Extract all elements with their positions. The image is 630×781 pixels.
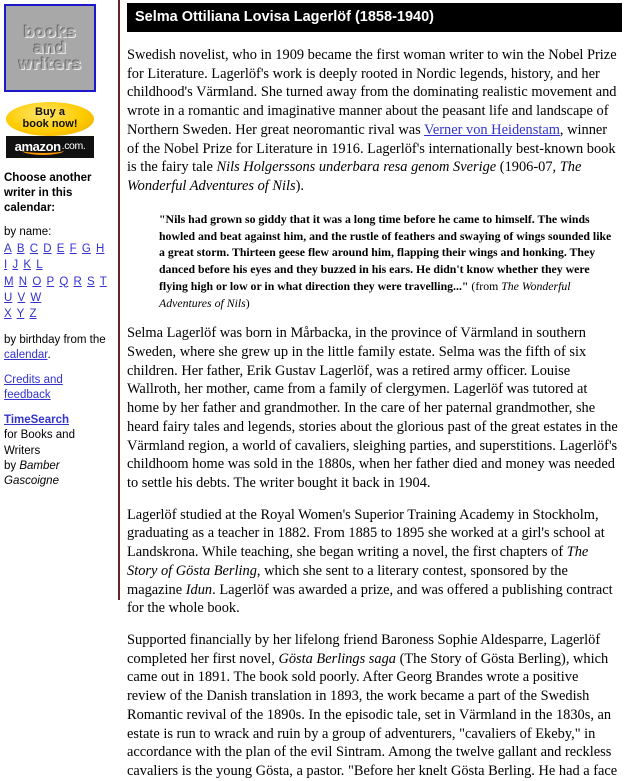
by-birthday-label: by birthday from the [4, 333, 106, 346]
logo-line-1: books [23, 22, 77, 41]
paragraph-4-text-part-2: (The Story of Gösta Berling), which came out in 1891. The book sold poorly. After Georg Brandes wrote a positive review of the Danish translation in 1893, the work became a part of the Swedish Romantic revival of the 1890s. In the episodic tale, set in Värmland in the 1830s, an estate is run to wrack and ruin by a group of adventurers, "cavaliers of Ekeby," in accordance with the plan of the evil Sintram. Among the twelve gallant and reckless cavaliers is the young Gösta, a pastor. "Before her knelt Gösta Berling. He had a face [127, 650, 618, 780]
paragraph-1-text-part-4: ). [295, 178, 304, 195]
logo-line-3: writers [18, 55, 82, 74]
letter-link-b[interactable]: B [16, 242, 25, 255]
letter-link-z[interactable]: Z [29, 308, 37, 321]
letter-link-j[interactable]: J [12, 259, 19, 272]
timesearch-link[interactable]: TimeSearch [4, 414, 69, 427]
alphabet-index [4, 241, 112, 323]
letter-link-f[interactable]: F [69, 242, 77, 255]
quote-source-suffix: ) [245, 295, 250, 310]
letter-link-g[interactable]: G [81, 242, 91, 255]
letter-link-v[interactable]: V [17, 291, 26, 304]
letter-link-y[interactable]: Y [16, 308, 25, 321]
letter-link-e[interactable]: E [56, 242, 65, 255]
logo-line-2: and [33, 38, 67, 57]
quote-text: "Nils had grown so giddy that it was a long time before he came to himself. The winds howled and beat against him, and the rustle of feathers and swaying of wings sounded like a great storm. Thirteen geese flew around him, flapping their wings and honking. They danced before his eyes and they buzzed in his ears. He didn't know whether they were flying high or low or in what direction they were travelling..." [159, 211, 612, 293]
page-title: Selma Ottiliana Lovisa Lagerlöf (1858-1940) [127, 3, 622, 32]
magazine-title-idun: Idun [185, 581, 213, 598]
paragraph-3-text-part-1: Lagerlöf studied at the Royal Women's Superior Training Academy in Stockholm, graduating as a teacher in 1882. From 1885 to 1895 she worked at a girl's school at Landskrona. While teaching, she began writing a novel, the first chapters of [127, 506, 605, 561]
quote-source-prefix: (from [468, 278, 502, 293]
letter-link-k[interactable]: K [23, 259, 32, 272]
paragraph-3-text-part-3: . Lagerlöf was awarded a prize, and was offered a publishing contract for the whole book. [127, 581, 613, 617]
by-birthday-block [4, 333, 112, 363]
letter-link-t[interactable]: T [99, 275, 107, 288]
biography-paragraph-3 [127, 506, 619, 618]
book-title-gosta-berlings-saga: Gösta Berlings saga [278, 650, 396, 667]
alphabet-row-2 [4, 274, 112, 307]
paragraph-1-text-part-2: , winner of the Nobel Prize for Literature in 1916. Lagerlöf's internationally best-known book is the fairy tale [127, 121, 616, 176]
book-title-wonderful-adventures: The Wonderful Adventures of Nils [127, 159, 582, 195]
amazon-logo[interactable] [6, 136, 94, 158]
choose-another-writer-heading: Choose another writer in this calendar: [4, 172, 92, 214]
letter-link-p[interactable]: P [46, 275, 55, 288]
letter-link-o[interactable]: O [32, 275, 42, 288]
letter-link-q[interactable]: Q [59, 275, 69, 288]
books-and-writers-logo[interactable] [4, 4, 96, 92]
main-content [120, 0, 630, 781]
letter-link-s[interactable]: S [87, 275, 95, 288]
calendar-link[interactable]: calendar [4, 348, 48, 361]
paragraph-3-text-part-2: , which she sent to a literary contest, sponsored by the magazine [127, 562, 568, 598]
paragraph-1-text-part-3: (1906-07, [496, 159, 560, 176]
letter-link-m[interactable]: M [4, 275, 14, 288]
letter-link-c[interactable]: C [29, 242, 39, 255]
sidebar [0, 0, 118, 489]
biography-paragraph-4 [127, 631, 619, 781]
timesearch-author-name: Bamber Gascoigne [4, 459, 60, 487]
letter-link-x[interactable]: X [4, 308, 12, 321]
letter-link-u[interactable]: U [4, 291, 13, 304]
amazon-line-2: book now! [22, 118, 78, 130]
verner-von-heidenstam-link[interactable]: Verner von Heidenstam [424, 121, 560, 138]
quote-source-title: The Wonderful Adventures of Nils [159, 278, 571, 310]
book-title-nils-holgersson: Nils Holgerssons underbara resa genom Sverige [216, 159, 497, 176]
letter-link-i[interactable]: I [4, 259, 8, 272]
credits-block [4, 373, 112, 403]
buy-a-book-now-badge[interactable] [6, 102, 94, 136]
letter-link-n[interactable]: N [18, 275, 28, 288]
letter-link-a[interactable]: A [4, 242, 12, 255]
timesearch-block [4, 413, 112, 489]
timesearch-by-prefix: by [4, 459, 20, 472]
biography-paragraph-1 [127, 46, 619, 196]
letter-link-h[interactable]: H [96, 242, 105, 255]
paragraph-4-text-part-1: Supported financially by her lifelong friend Baroness Sophie Aldesparre, Lagerlöf completed her first novel, [127, 632, 601, 667]
by-birthday-period: . [47, 348, 51, 361]
letter-link-w[interactable]: W [30, 291, 42, 304]
letter-link-d[interactable]: D [43, 242, 52, 255]
alphabet-row-3 [4, 306, 112, 322]
timesearch-subtitle: for Books and Writers [4, 429, 75, 457]
letter-link-r[interactable]: R [73, 275, 82, 288]
amazon-domain-text: .com. [61, 140, 86, 153]
book-title-gosta-berling: The Story of Gösta Berling [127, 544, 589, 579]
paragraph-1-text-part-1: Swedish novelist, who in 1909 became the first woman writer to win the Nobel Prize for Literature. Lagerlöf's work is deeply rooted in Nordic legends, history, and her childhood's Värmland. She turned away from the dominating realistic movement and wrote in a romantic and imaginative manner about the peasant life and landscape of Northern Sweden. Her great neoromantic rival was [127, 47, 617, 138]
by-name-label: by name: [4, 225, 52, 238]
alphabet-row-1 [4, 241, 112, 274]
biography-paragraph-2: Selma Lagerlöf was born in Mårbacka, in the province of Värmland in southern Sweden, where she grew up in the little family estate. Selma was the fifth of six children. Her father, Erik Gustav Lagerlöf, was a retired army officer. Louise Wallroth, her mother, came from a family of clergymen. Lagerlöf was tutored at home by her father and grandmother. In the care of her paternal grandmother, she heard fairy tales and legends, stories about the glorious past of the great estates in the Värmland region, a world of cavaliers, sleighing parties, and superstitions. Lagerlöf's childhoom home was sold in the 1880s, when her father died and money was needed to settle his debts. The writer bought it back in 1904. [127, 325, 618, 491]
credits-and-feedback-link[interactable]: Credits and feedback [4, 373, 63, 402]
letter-link-l[interactable]: L [36, 259, 43, 272]
amazon-brand-text: amazon [14, 139, 61, 155]
timesearch-author-line [4, 459, 112, 489]
amazon-line-1: Buy a [35, 106, 65, 119]
amazon-buy-book-banner[interactable] [6, 102, 94, 158]
pull-quote [159, 211, 619, 312]
